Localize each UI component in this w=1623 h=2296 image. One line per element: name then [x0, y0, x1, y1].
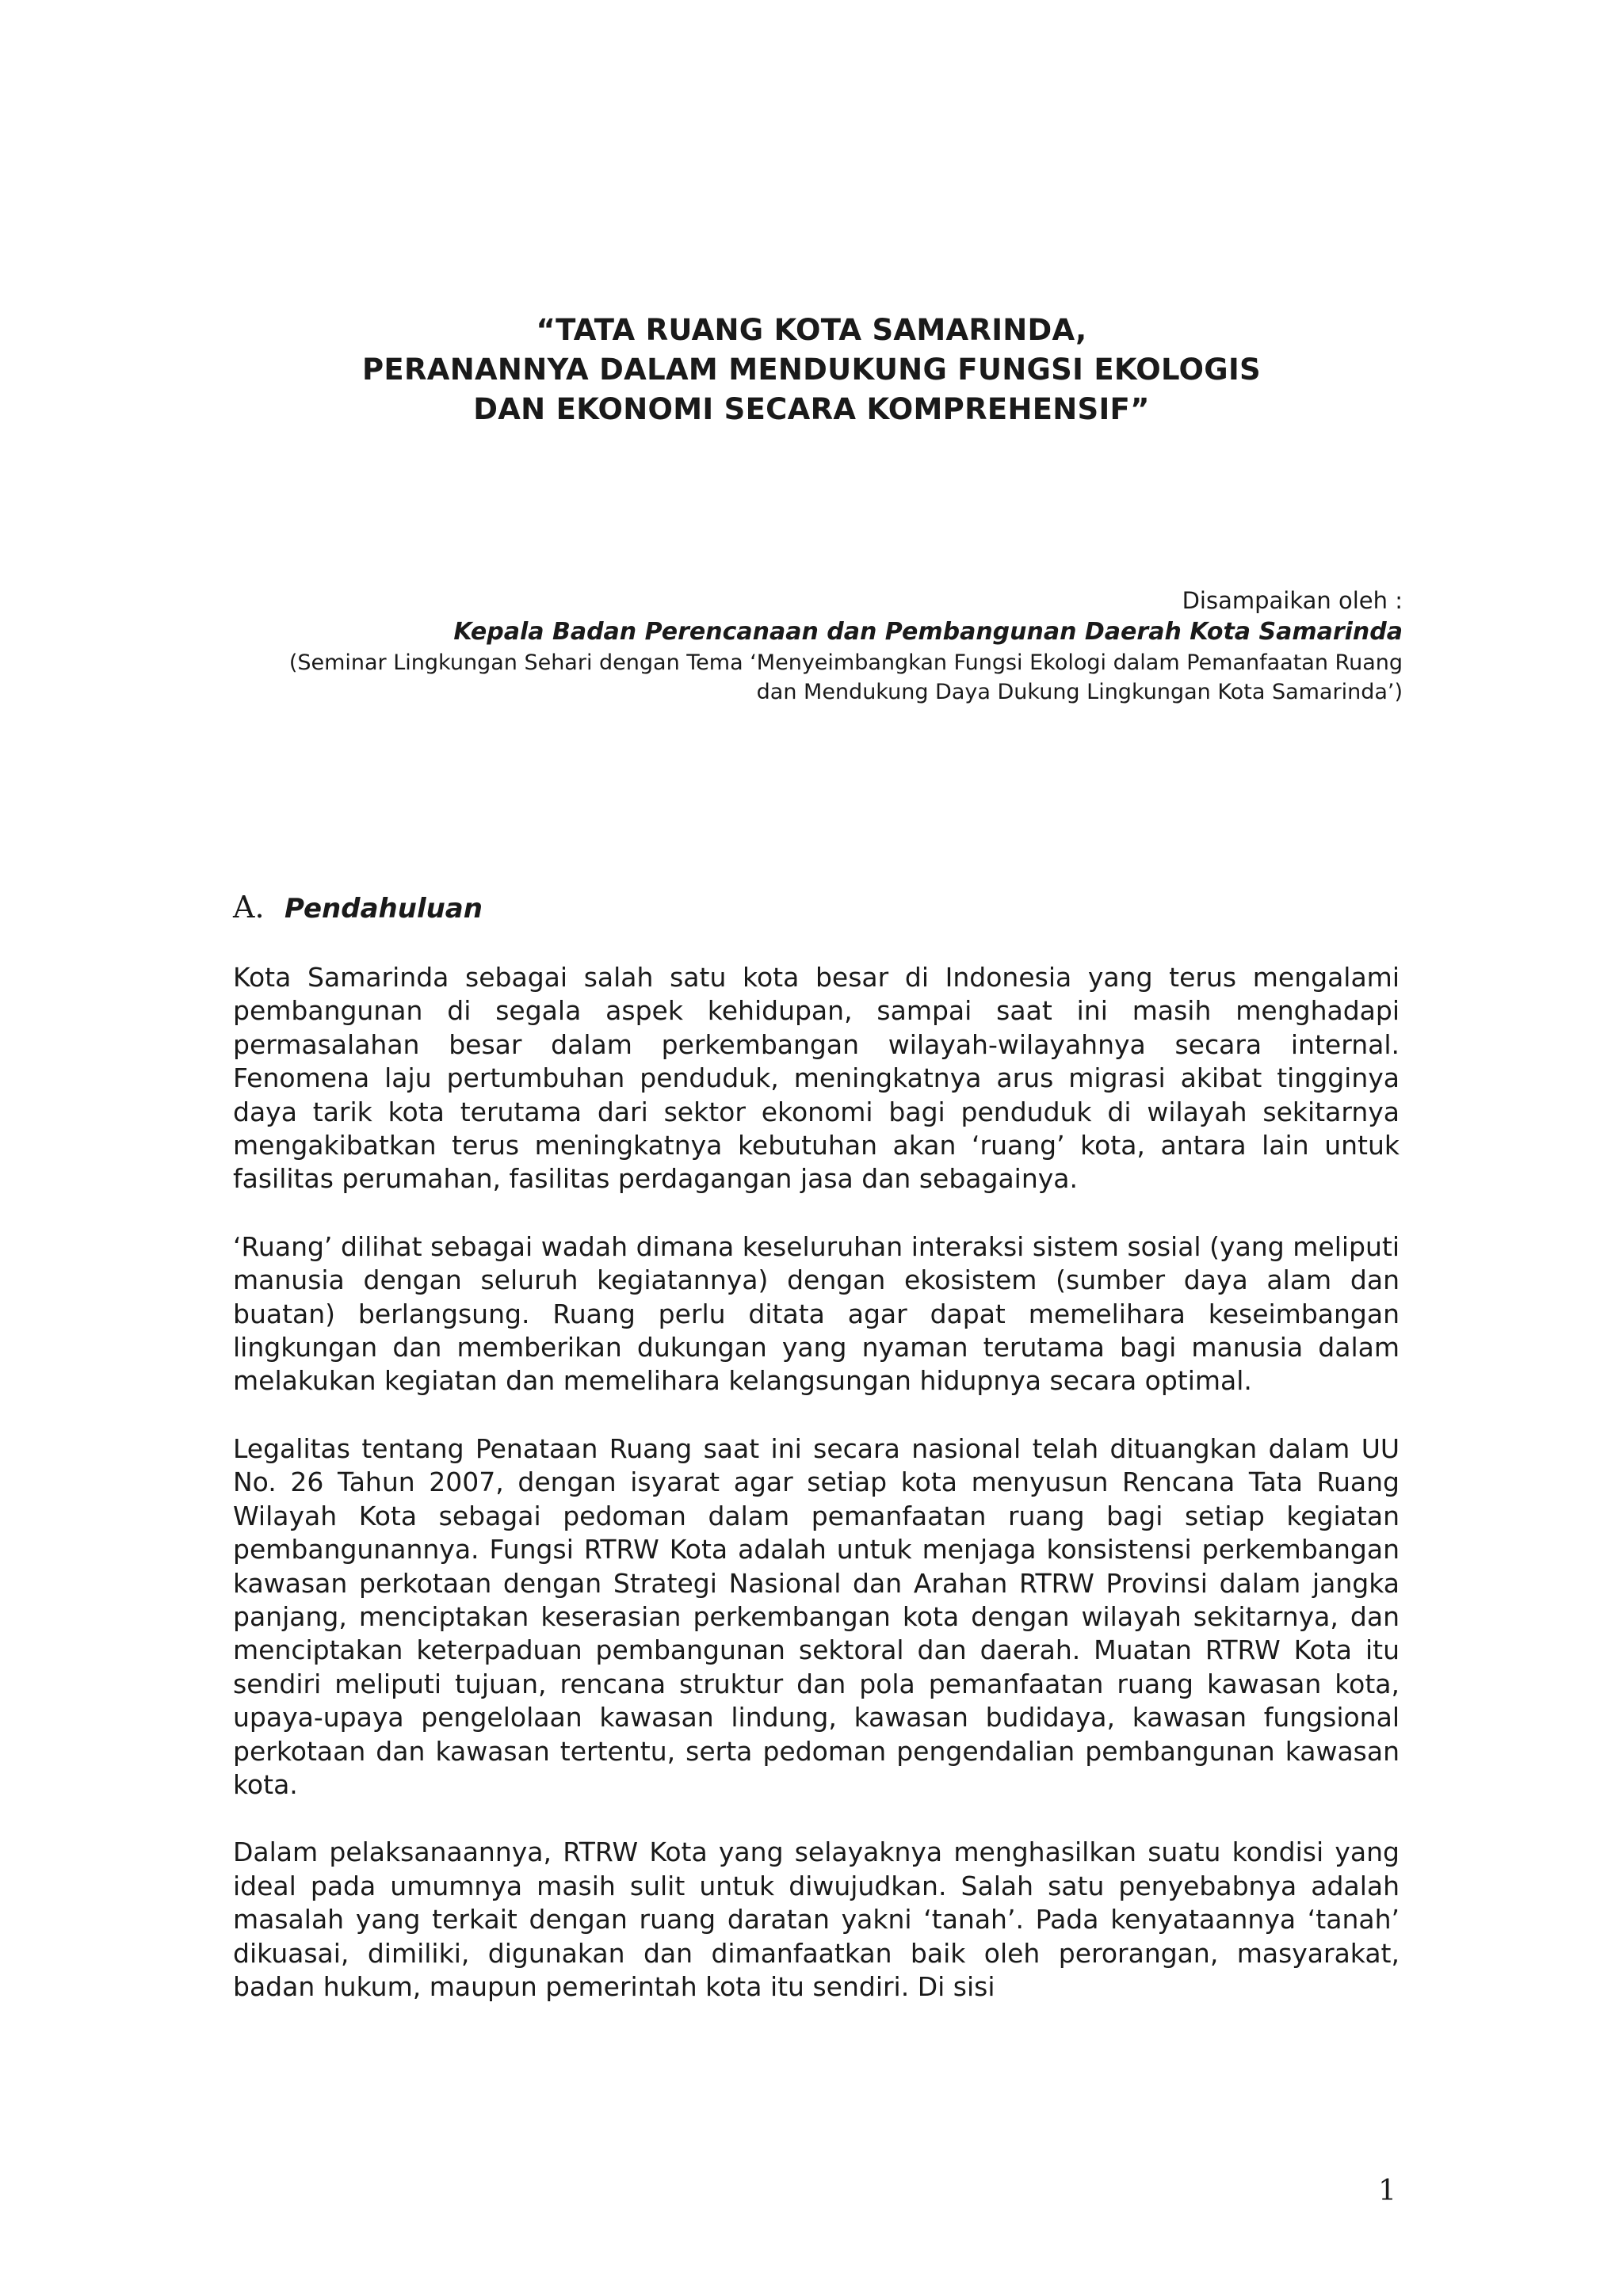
page-number: 1	[1378, 2175, 1396, 2207]
seminar-line-2: dan Mendukung Daya Dukung Lingkungan Kota Samarinda’)	[756, 680, 1403, 704]
paragraph-2: ‘Ruang’ dilihat sebagai wadah dimana keseluruhan interaksi sistem sosial (yang meliputi manusia dengan seluruh kegiatannya) dengan ekosistem (sumber daya alam dan buatan) berlangsung. Ruang perlu ditata agar dapat memelihara keseimbangan lingkungan dan memberikan dukungan yang nyaman terutama bagi manusia dalam melakukan kegiatan dan memelihara kelangsungan hidupnya secara optimal.	[233, 1230, 1400, 1397]
paragraph-1: Kota Samarinda sebagai salah satu kota besar di Indonesia yang terus mengalami pembangunan di segala aspek kehidupan, sampai saat ini masih menghadapi permasalahan besar dalam perkembangan wilayah-wilayahnya secara internal. Fenomena laju pertumbuhan penduduk, meningkatnya arus migrasi akibat tingginya daya tarik kota terutama dari sektor ekonomi bagi penduduk di wilayah sekitarnya mengakibatkan terus meningkatnya kebutuhan akan ‘ruang’ kota, antara lain untuk fasilitas perumahan, fasilitas perdagangan jasa dan sebagainya.	[233, 962, 1400, 1195]
presented-by: Disampaikan oleh :	[1182, 587, 1403, 614]
body-text	[233, 961, 1400, 2038]
title-line-3: DAN EKONOMI SECARA KOMPREHENSIF”	[473, 392, 1150, 426]
section-title: Pendahuluan	[284, 893, 483, 925]
seminar-line-1: (Seminar Lingkungan Sehari dengan Tema ‘Menyeimbangkan Fungsi Ekologi dalam Pemanfaatan Ruang	[288, 650, 1403, 675]
title-line-1: “TATA RUANG KOTA SAMARINDA,	[536, 313, 1087, 347]
section-heading	[233, 887, 483, 929]
document-title	[0, 311, 1623, 429]
byline	[135, 585, 1403, 707]
section-letter: A.	[233, 890, 265, 925]
title-line-2: PERANANNYA DALAM MENDUKUNG FUNGSI EKOLOGIS	[362, 353, 1261, 387]
paragraph-4: Dalam pelaksanaannya, RTRW Kota yang selayaknya menghasilkan suatu kondisi yang ideal pada umumnya masih sulit untuk diwujudkan. Salah satu penyebabnya adalah masalah yang terkait dengan ruang daratan yakni ‘tanah’. Pada kenyataannya ‘tanah’ dikuasai, dimiliki, digunakan dan dimanfaatkan baik oleh perorangan, masyarakat, badan hukum, maupun pemerintah kota itu sendiri. Di sisi	[233, 1836, 1400, 2002]
paragraph-3: Legalitas tentang Penataan Ruang saat ini secara nasional telah dituangkan dalam UU No. 26 Tahun 2007, dengan isyarat agar setiap kota menyusun Rencana Tata Ruang Wilayah Kota sebagai pedoman dalam pemanfaatan ruang bagi setiap kegiatan pembangunannya. Fungsi RTRW Kota adalah untuk menjaga konsistensi perkembangan kawasan perkotaan dengan Strategi Nasional dan Arahan RTRW Provinsi dalam jangka panjang, menciptakan keserasian perkembangan kota dengan wilayah sekitarnya, dan menciptakan keterpaduan pembangunan sektoral dan daerah. Muatan RTRW Kota itu sendiri meliputi tujuan, rencana struktur dan pola pemanfaatan ruang kawasan kota, upaya-upaya pengelolaan kawasan lindung, kawasan budidaya, kawasan fungsional perkotaan dan kawasan tertentu, serta pedoman pengendalian pembangunan kawasan kota.	[233, 1432, 1400, 1800]
author-line: Kepala Badan Perencanaan dan Pembangunan Daerah Kota Samarinda	[453, 618, 1403, 646]
